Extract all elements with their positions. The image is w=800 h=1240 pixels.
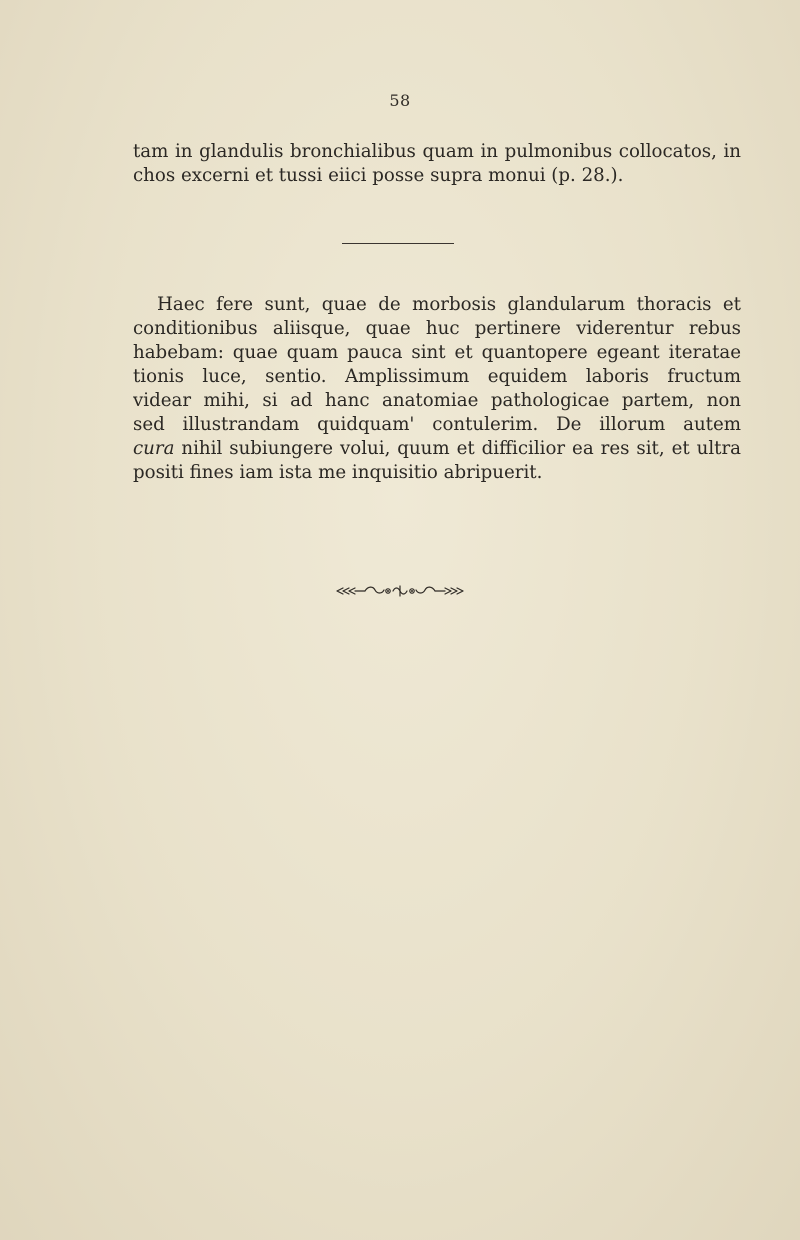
text-line: habebam: quae quam pauca sint et quantopere egeant iteratae (133, 342, 741, 363)
text-line: conditionibus aliisque, quae huc pertinere viderentur rebus (133, 318, 741, 339)
section-divider (342, 243, 454, 244)
text-line: positi fines iam ista me inquisitio abripuerit. (133, 462, 543, 483)
text-line: sed illustrandam quidquam' contulerim. De illorum autem (133, 414, 741, 435)
text-line: videar mihi, si ad hanc anatomiae pathologicae partem, non (133, 390, 741, 411)
text-line: tionis luce, sentio. Amplissimum equidem laboris fructum (133, 366, 741, 387)
text-line (133, 437, 741, 461)
text-run: nihil subiungere volui, quum et difficilior ea res sit, et ultra (181, 438, 741, 459)
text-line: tam in glandulis bronchialibus quam in pulmonibus collocatos, in (133, 141, 741, 162)
paragraph-continued (133, 140, 741, 188)
paragraph-conclusion (133, 293, 741, 485)
page-number: 58 (389, 91, 411, 110)
tailpiece-ornament-icon (0, 584, 800, 598)
italic-word: cura (133, 438, 175, 459)
text-line: Haec fere sunt, quae de morbosis glandularum thoracis et (157, 294, 741, 315)
text-line: chos excerni et tussi eiici posse supra monui (p. 28.). (133, 165, 624, 186)
